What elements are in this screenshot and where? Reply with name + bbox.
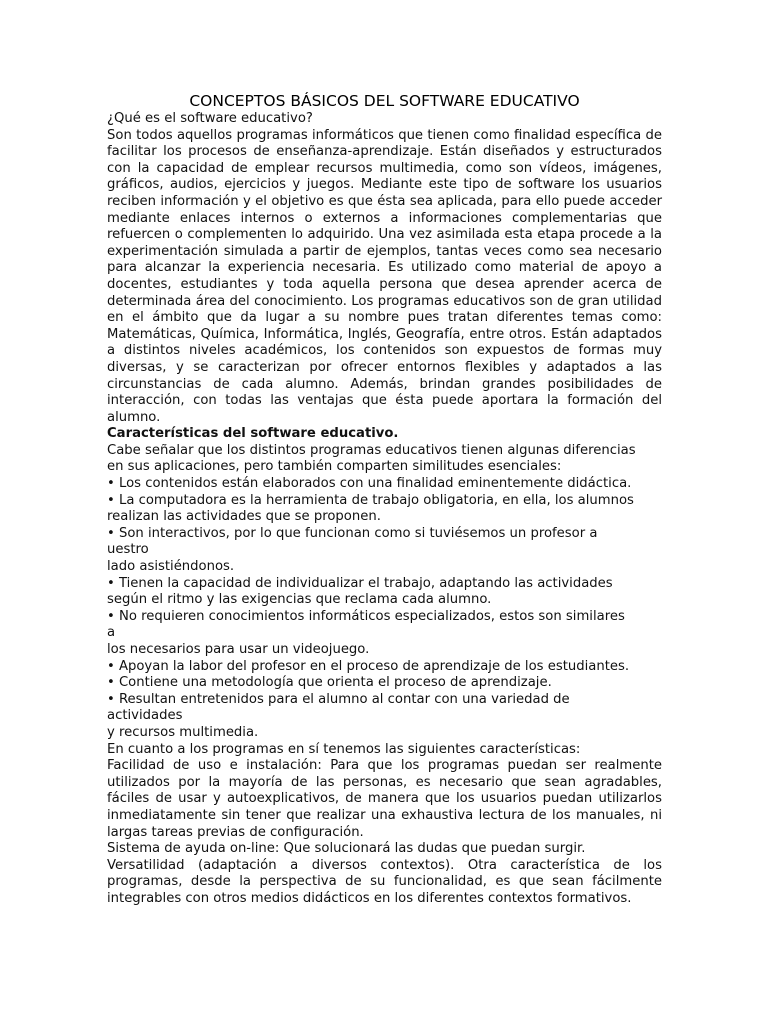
- document-page: [107, 92, 662, 908]
- text-line: realizan las actividades que se proponen.: [107, 509, 381, 525]
- text-line: en sus aplicaciones, pero también comparten similitudes esenciales:: [107, 459, 562, 475]
- intro-paragraph: Son todos aquellos programas informáticos que tienen como finalidad específica de facilitar los procesos de enseñanza-aprendizaje. Están diseñados y estructurados con la capacidad de emplear recursos multimedia, como son vídeos, imágenes, gráficos, audios, ejercicios y juegos. Mediante este tipo de software los usuarios reciben información y el objetivo es que ésta sea aplicada, para ello puede acceder mediante enlaces internos o externos a informaciones complementarias que refuercen o complementen lo adquirido. Una vez asimilada esta etapa procede a la experimentación simulada a partir de ejemplos, tantas veces como sea necesario para alcanzar la experiencia necesaria. Es utilizado como material de apoyo a docentes, estudiantes y toda aquella persona que desea aprender acerca de determinada área del conocimiento. Los programas educativos son de gran utilidad en el ámbito que da lugar a su nombre pues tratan diferentes temas como: Matemáticas, Química, Informática, Inglés, Geografía, entre otros. Están adaptados a distintos niveles académicos, los contenidos son expuestos de formas muy diversas, y se caracterizan por ofrecer entornos flexibles y adaptados a las circunstancias de cada alumno. Además, brindan grandes posibilidades de interacción, con todas las ventajas que ésta puede aportara la formación del alumno.: [107, 127, 662, 425]
- text-line: y recursos multimedia.: [107, 724, 259, 740]
- text-line: a: [107, 625, 116, 641]
- text-line: según el ritmo y las exigencias que reclama cada alumno.: [107, 592, 492, 608]
- versatilidad-paragraph: Versatilidad (adaptación a diversos contextos). Otra característica de los programas, desde la perspectiva de su funcionalidad, es que sean fácilmente integrables con otros medios didácticos en los diferentes contextos formativos.: [107, 857, 662, 906]
- text-line: En cuanto a los programas en sí tenemos las siguientes características:: [107, 741, 581, 757]
- list-item: • Apoyan la labor del profesor en el proceso de aprendizaje de los estudiantes.: [107, 658, 630, 674]
- sistema-line: Sistema de ayuda on-line: Que solucionará las dudas que puedan surgir.: [107, 841, 586, 857]
- text-line: Cabe señalar que los distintos programas educativos tienen algunas diferencias: [107, 442, 636, 458]
- list-item: • Resultan entretenidos para el alumno al contar con una variedad de: [107, 691, 570, 707]
- list-item: • Contiene una metodología que orienta el proceso de aprendizaje.: [107, 675, 552, 691]
- list-item: • Son interactivos, por lo que funcionan como si tuviésemos un profesor a: [107, 525, 598, 541]
- facilidad-paragraph: Facilidad de uso e instalación: Para que los programas puedan ser realmente utilizados por la mayoría de las personas, es necesario que sean agradables, fáciles de usar y autoexplicativos, de manera que los usuarios puedan utilizarlos inmediatamente sin tener que realizar una exhaustiva lectura de los manuales, ni largas tareas previas de configuración.: [107, 758, 662, 840]
- list-item: • La computadora es la herramienta de trabajo obligatoria, en ella, los alumnos: [107, 492, 634, 508]
- document-title: CONCEPTOS BÁSICOS DEL SOFTWARE EDUCATIVO: [189, 92, 580, 110]
- section-heading: Características del software educativo.: [107, 426, 399, 442]
- list-item: • Tienen la capacidad de individualizar el trabajo, adaptando las actividades: [107, 575, 613, 591]
- question-line: ¿Qué es el software educativo?: [107, 111, 313, 126]
- text-line: actividades: [107, 708, 183, 724]
- text-line: los necesarios para usar un videojuego.: [107, 642, 370, 657]
- text-line: lado asistiéndonos.: [107, 559, 235, 575]
- list-item: • No requieren conocimientos informáticos especializados, estos son similares: [107, 608, 625, 624]
- list-item: • Los contenidos están elaborados con una finalidad eminentemente didáctica.: [107, 476, 632, 492]
- text-line: uestro: [107, 542, 149, 558]
